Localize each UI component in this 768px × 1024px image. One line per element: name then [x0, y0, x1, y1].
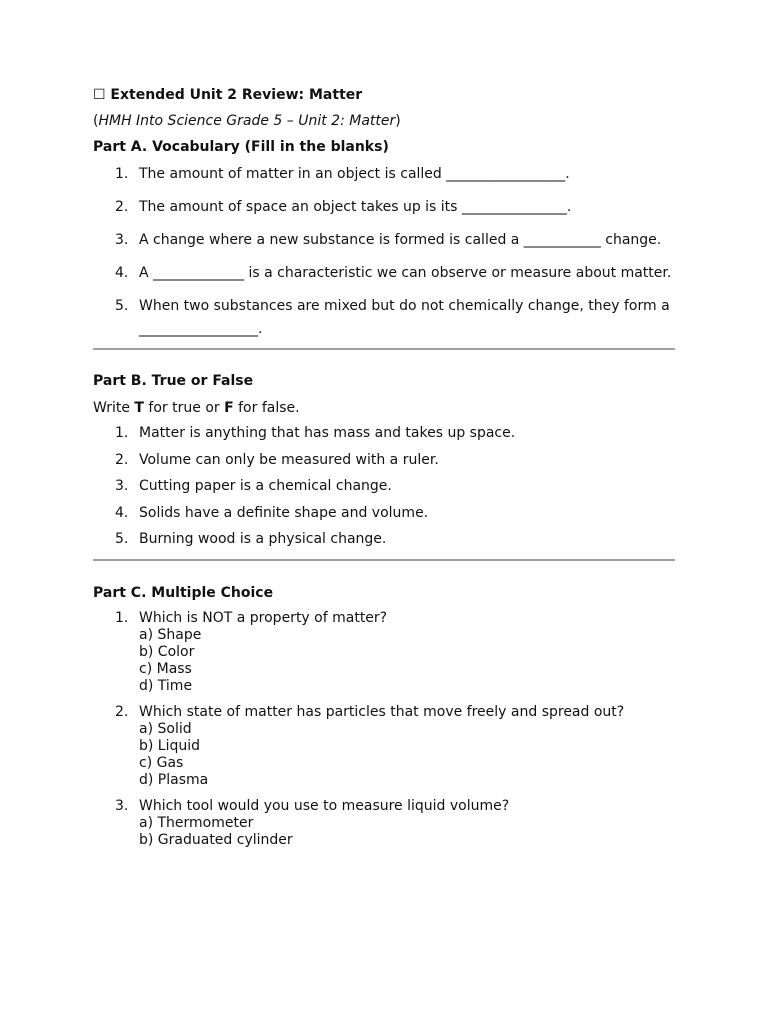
document-content	[93, 86, 675, 858]
item-text: Volume can only be measured with a ruler.	[139, 451, 439, 468]
item-text: The amount of matter in an object is called _________________.	[139, 166, 570, 182]
answer-option: d) Plasma	[139, 772, 209, 788]
answer-option: a) Shape	[139, 627, 202, 643]
subtitle-close-paren: )	[395, 113, 401, 129]
question-number: 1.	[115, 610, 129, 626]
part-b-item	[93, 504, 675, 523]
question-number: 2.	[115, 704, 129, 720]
question-number: 3.	[115, 798, 129, 814]
item-number: 3.	[115, 232, 129, 248]
part-c-heading: Part C. Multiple Choice	[93, 585, 274, 601]
part-b-instruction	[93, 399, 675, 418]
part-c-list	[93, 610, 675, 849]
part-a-item	[93, 163, 675, 186]
item-text: Burning wood is a physical change.	[139, 531, 387, 547]
subtitle-source: HMH Into Science Grade 5 – Unit 2: Matter	[98, 113, 396, 129]
item-number: 4.	[115, 265, 129, 281]
section-divider	[93, 348, 675, 350]
item-number: 3.	[115, 478, 129, 494]
question-text: Which state of matter has particles that move freely and spread out?	[139, 704, 625, 720]
part-b-item	[93, 451, 675, 470]
answer-option: a) Thermometer	[139, 815, 254, 831]
section-divider	[93, 559, 675, 561]
document-title: ☐ Extended Unit 2 Review: Matter	[93, 87, 363, 103]
part-a-list	[93, 163, 675, 341]
answer-option: b) Liquid	[139, 738, 201, 754]
instruction-text: for true or	[143, 400, 225, 416]
item-number: 5.	[115, 298, 129, 314]
question-text: Which is NOT a property of matter?	[139, 610, 388, 626]
part-b-item	[93, 424, 675, 443]
answer-option: c) Gas	[139, 755, 184, 771]
part-c-question	[93, 610, 675, 695]
part-a-heading: Part A. Vocabulary (Fill in the blanks)	[93, 139, 389, 155]
item-text: When two substances are mixed but do not chemically change, they form a _________________.	[139, 298, 670, 337]
part-c-question	[93, 798, 675, 849]
instruction-false-letter: F	[224, 400, 234, 416]
item-text: Matter is anything that has mass and takes up space.	[139, 425, 516, 441]
part-a-item	[93, 295, 675, 341]
instruction-text: Write	[93, 400, 135, 416]
instruction-true-letter: T	[134, 400, 144, 416]
part-b-item	[93, 477, 675, 496]
answer-option: a) Solid	[139, 721, 192, 737]
item-text: A _____________ is a characteristic we can observe or measure about matter.	[139, 265, 672, 281]
item-text: The amount of space an object takes up is its _______________.	[139, 199, 572, 215]
item-number: 2.	[115, 199, 129, 215]
document-subtitle	[93, 112, 675, 131]
answer-option: d) Time	[139, 678, 193, 694]
subtitle-open-paren: (	[93, 113, 99, 129]
answer-option: c) Mass	[139, 661, 192, 677]
part-b-list	[93, 424, 675, 549]
answer-option: b) Graduated cylinder	[139, 832, 293, 848]
part-c-question	[93, 704, 675, 789]
item-text: Cutting paper is a chemical change.	[139, 478, 392, 494]
item-number: 1.	[115, 166, 129, 182]
part-a-item	[93, 196, 675, 219]
instruction-text: for false.	[233, 400, 300, 416]
item-number: 4.	[115, 504, 129, 521]
part-b-heading: Part B. True or False	[93, 373, 254, 389]
item-text: Solids have a definite shape and volume.	[139, 504, 429, 521]
item-number: 5.	[115, 531, 129, 547]
part-a-item	[93, 262, 675, 285]
question-text: Which tool would you use to measure liquid volume?	[139, 798, 510, 814]
part-b-item	[93, 530, 675, 549]
item-number: 1.	[115, 425, 129, 441]
item-text: A change where a new substance is formed is called a ___________ change.	[139, 232, 662, 248]
part-a-item	[93, 229, 675, 252]
answer-option: b) Color	[139, 644, 195, 660]
item-number: 2.	[115, 451, 129, 468]
